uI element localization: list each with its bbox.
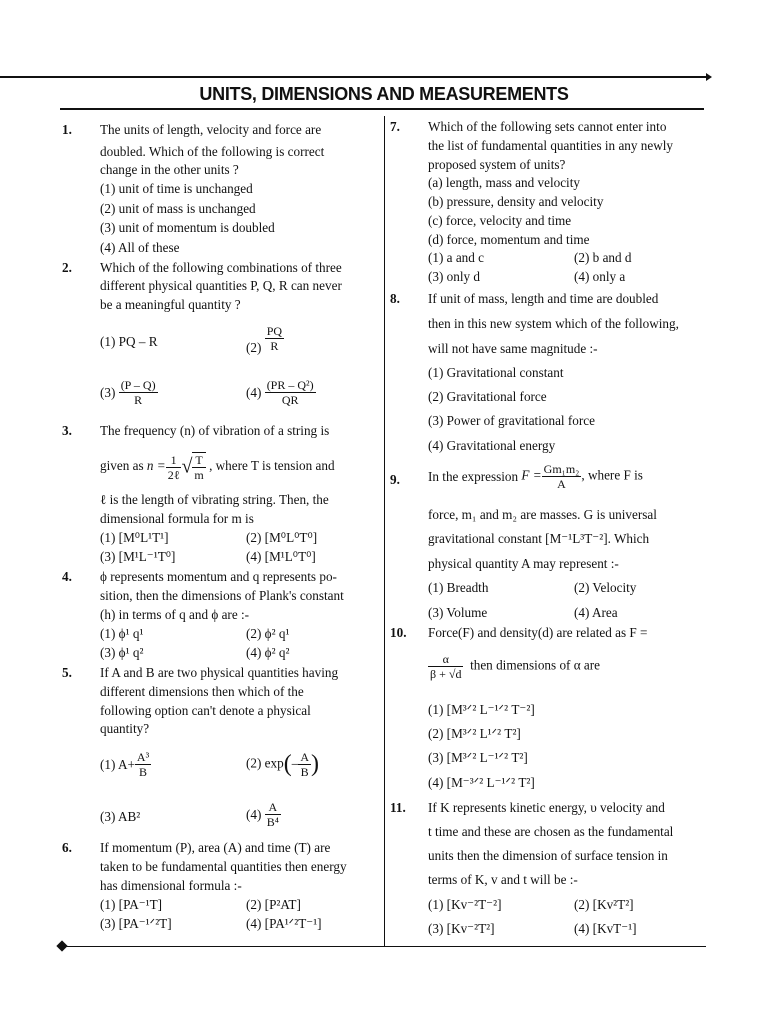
q7-set-b: (b) pressure, density and velocity: [428, 194, 604, 209]
q6-text-3: has dimensional formula :-: [100, 878, 242, 893]
q10-option-3: (3) [M³ᐟ² L⁻¹ᐟ² T²]: [428, 750, 528, 765]
q1-text-2: doubled. Which of the following is correct: [100, 144, 325, 159]
q2-text-2: different physical quantities P, Q, R can never: [100, 278, 342, 293]
q2-option-2: (2) $\frac{PQ}{R}$: [246, 324, 283, 355]
column-divider: [384, 116, 385, 946]
q4-text-3: (h) in terms of q and ϕ are :-: [100, 607, 250, 622]
q4-text-1: ϕ represents momentum and q represents po-: [100, 569, 337, 584]
q5-number: 5.: [62, 665, 72, 680]
q7-set-c: (c) force, velocity and time: [428, 213, 572, 228]
q2-text-3: be a meaningful quantity ?: [100, 297, 241, 312]
q11-text-2: t time and these are chosen as the fundamental: [428, 824, 674, 839]
bottom-rule: [64, 946, 706, 947]
q1-option-4: (4) All of these: [100, 240, 180, 255]
q7-option-3: (3) only d: [428, 269, 481, 284]
q9-text-1: In the expression F = $\frac{\text{Gm₁m₂}}{A}$ , where F is: [428, 462, 643, 491]
title-rule: [60, 108, 704, 110]
q5-text-4: quantity?: [100, 721, 150, 736]
q11-option-1: (1) [Kv⁻²T⁻²]: [428, 897, 502, 912]
q5-text-1: If A and B are two physical quantities having: [100, 665, 339, 680]
q3-option-1: (1) [M⁰L¹T¹]: [100, 530, 169, 545]
q2-number: 2.: [62, 260, 72, 275]
q6-option-2: (2) [P²AT]: [246, 897, 301, 912]
q2-option-3: (3) $\frac{(P - Q)}{R}$: [100, 378, 156, 407]
q10-option-1: (1) [M³ᐟ² L⁻¹ᐟ² T⁻²]: [428, 702, 535, 717]
q5-option-1: (1) A+ $\frac{\text{A³}}{B}$: [100, 750, 150, 779]
q7-set-d: (d) force, momentum and time: [428, 232, 590, 247]
q2-text-1: Which of the following combinations of three: [100, 260, 342, 275]
q8-text-1: If unit of mass, length and time are doubled: [428, 291, 659, 306]
q10-option-2: (2) [M³ᐟ² L¹ᐟ² T²]: [428, 726, 521, 741]
q8-option-2: (2) Gravitational force: [428, 389, 547, 404]
q7-text-3: proposed system of units?: [428, 157, 566, 172]
q11-option-2: (2) [Kv²T²]: [574, 897, 634, 912]
q3-option-2: (2) [M⁰L⁰T⁰]: [246, 530, 318, 545]
q7-text-2: the list of fundamental quantities in any newly: [428, 138, 674, 153]
q3-text-1: The frequency (n) of vibration of a string is: [100, 423, 330, 438]
q6-number: 6.: [62, 840, 72, 855]
q10-text-1: Force(F) and density(d) are related as F =: [428, 625, 648, 640]
q9-number: 9.: [390, 472, 400, 487]
q8-text-2: then in this new system which of the following,: [428, 316, 679, 331]
q6-text-2: taken to be fundamental quantities then energy: [100, 859, 347, 874]
q4-option-2: (2) ϕ² q¹: [246, 626, 290, 641]
q5-option-2: (2) exp(– $\frac{A}{B}$ ): [246, 750, 319, 779]
q9-text-3: gravitational constant [M⁻¹L³T⁻²]. Which: [428, 531, 650, 546]
q9-text-2: force, m₁ and m₂ are masses. G is universal: [428, 507, 657, 522]
q11-text-1: If K represents kinetic energy, υ velocity and: [428, 800, 665, 815]
q4-option-1: (1) ϕ¹ q¹: [100, 626, 144, 641]
q7-option-2: (2) b and d: [574, 250, 632, 265]
q3-option-4: (4) [M¹L⁰T⁰]: [246, 549, 316, 564]
q8-option-1: (1) Gravitational constant: [428, 365, 564, 380]
q11-number: 11.: [390, 800, 406, 815]
q10-number: 10.: [390, 625, 407, 640]
q3-text-3: ℓ is the length of vibrating string. Then, the: [100, 492, 329, 507]
page-title: UNITS, DIMENSIONS AND MEASUREMENTS: [199, 84, 569, 104]
q6-option-1: (1) [PA⁻¹T]: [100, 897, 163, 912]
q9-option-4: (4) Area: [574, 605, 618, 620]
q2-option-1: (1) PQ – R: [100, 334, 158, 349]
q11-option-4: (4) [KvT⁻¹]: [574, 921, 637, 936]
q3-number: 3.: [62, 423, 72, 438]
q1-option-1: (1) unit of time is unchanged: [100, 181, 253, 196]
q9-text-4: physical quantity A may represent :-: [428, 556, 619, 571]
q9-option-1: (1) Breadth: [428, 580, 489, 595]
diamond-icon: [56, 940, 67, 951]
q5-option-3: (3) AB²: [100, 809, 141, 824]
q9-option-3: (3) Volume: [428, 605, 488, 620]
q4-option-4: (4) ϕ² q²: [246, 645, 290, 660]
q8-text-3: will not have same magnitude :-: [428, 341, 598, 356]
q7-set-a: (a) length, mass and velocity: [428, 175, 580, 190]
q3-text-4: dimensional formula for m is: [100, 511, 254, 526]
q1-text-1: The units of length, velocity and force are: [100, 122, 322, 137]
q4-text-2: sition, then the dimensions of Plank's constant: [100, 588, 344, 603]
q11-option-3: (3) [Kv⁻²T²]: [428, 921, 495, 936]
q8-option-4: (4) Gravitational energy: [428, 438, 556, 453]
q11-text-3: units then the dimension of surface tension in: [428, 848, 668, 863]
q7-option-1: (1) a and c: [428, 250, 485, 265]
top-rule: [0, 76, 706, 78]
q7-option-4: (4) only a: [574, 269, 626, 284]
q3-option-3: (3) [M¹L⁻¹T⁰]: [100, 549, 176, 564]
q4-number: 4.: [62, 569, 72, 584]
q1-number: 1.: [62, 122, 72, 137]
q6-option-3: (3) [PA⁻¹ᐟ²T]: [100, 916, 172, 931]
q1-text-3: change in the other units ?: [100, 162, 239, 177]
q5-text-3: following option can't denote a physical: [100, 703, 311, 718]
q2-option-4: (4) $\frac{\text{(PR – Q²)}}{QR}$: [246, 378, 314, 407]
q8-option-3: (3) Power of gravitational force: [428, 413, 595, 428]
q5-option-4: (4) $\frac{A}{\text{B⁴}}$: [246, 800, 279, 829]
q10-text-2: $\frac{\alpha}{\beta + √d}$ then dimensions of α are: [430, 652, 601, 681]
q6-option-4: (4) [PA¹ᐟ²T⁻¹]: [246, 916, 322, 931]
q1-option-2: (2) unit of mass is unchanged: [100, 201, 256, 216]
q6-text-1: If momentum (P), area (A) and time (T) are: [100, 840, 331, 855]
q1-option-3: (3) unit of momentum is doubled: [100, 220, 275, 235]
q8-number: 8.: [390, 291, 400, 306]
q10-option-4: (4) [M⁻³ᐟ² L⁻¹ᐟ² T²]: [428, 775, 535, 790]
q11-text-4: terms of K, v and t will be :-: [428, 872, 578, 887]
q7-number: 7.: [390, 119, 400, 134]
q7-text-1: Which of the following sets cannot enter into: [428, 119, 667, 134]
q5-text-2: different dimensions then which of the: [100, 684, 304, 699]
q9-option-2: (2) Velocity: [574, 580, 637, 595]
q4-option-3: (3) ϕ¹ q²: [100, 645, 144, 660]
q3-text-2: given as n = $\frac{1}{\text{2ℓ}}$ √ $\frac{T}{m}$ , where T is tension and: [100, 452, 335, 482]
